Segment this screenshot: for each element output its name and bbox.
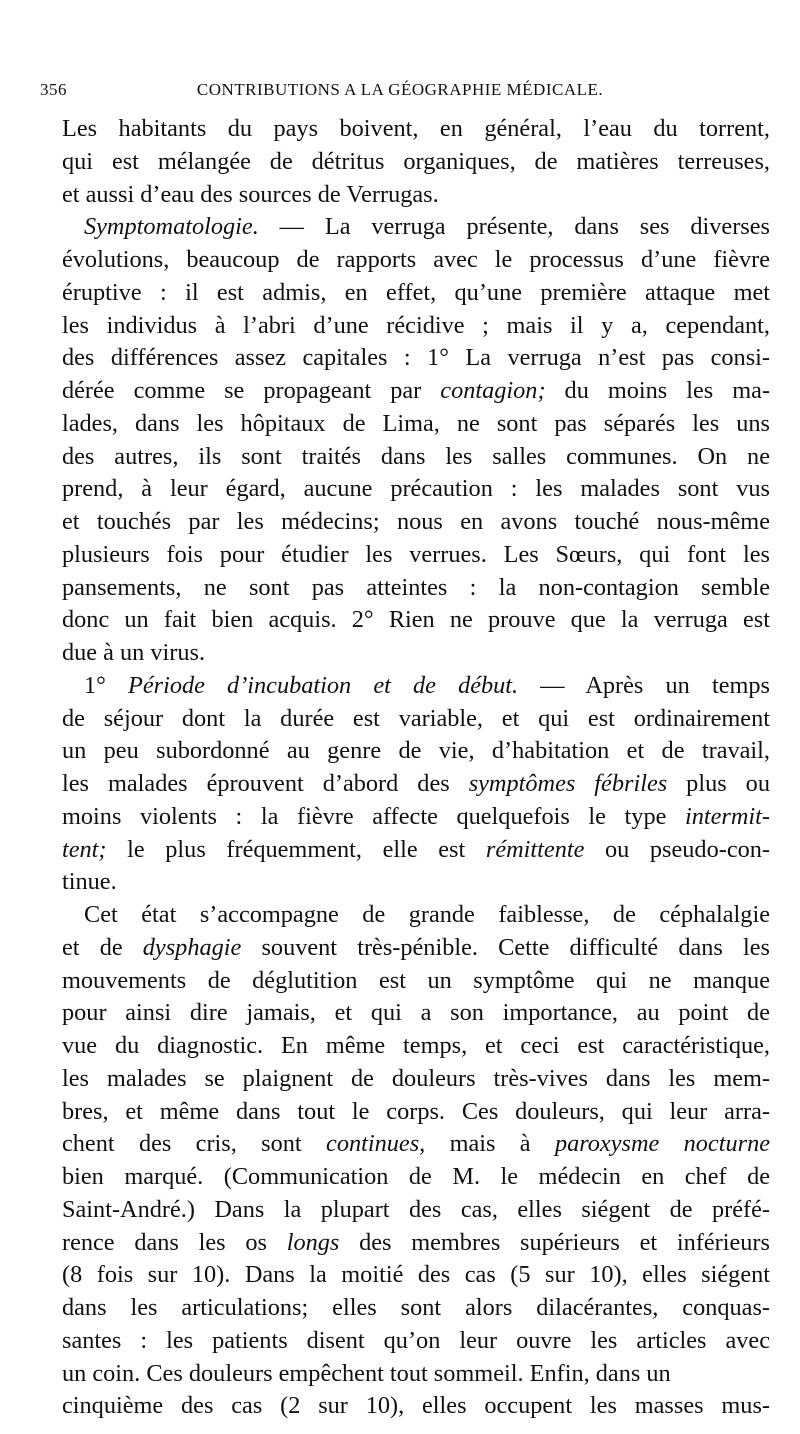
text-segment: prend, à leur égard, aucune précaution : les malades sont vus (62, 475, 770, 503)
text-segment: les malades éprouvent d’abord des (62, 770, 469, 797)
text-segment: des différences assez capitales : 1° La verruga n’est pas consi- (62, 344, 770, 372)
text-segment: du moins les ma- (545, 377, 770, 404)
text-line (62, 604, 770, 637)
running-header (40, 72, 760, 108)
text-line (62, 735, 770, 768)
text-line (62, 1227, 770, 1260)
italic-text: contagion; (440, 377, 546, 404)
text-segment: de séjour dont la durée est variable, et qui est ordinairement (62, 704, 770, 732)
text-segment: évolutions, beaucoup de rapports avec le processus d’une fièvre (62, 246, 770, 273)
text-line (62, 113, 770, 146)
italic-text: Période d’incubation et de début. (128, 671, 519, 699)
text-line (62, 1063, 770, 1096)
text-line (62, 997, 770, 1030)
text-line (62, 637, 770, 670)
text-line (62, 408, 770, 441)
text-segment: un coin. Ces douleurs empêchent tout sommeil. Enfin, dans un (62, 1359, 671, 1387)
italic-text: intermit- (684, 802, 770, 830)
text-segment: mouvements de déglutition est un symptôme qui ne manque (62, 966, 770, 994)
text-segment: chent des cris, sont (62, 1130, 327, 1158)
text-segment: Cet état s’accompagne de grande faiblesse, de céphalalgie (84, 901, 770, 928)
text-line (62, 473, 770, 506)
running-title: CONTRIBUTIONS A LA GÉOGRAPHIE MÉDICALE. (196, 80, 604, 99)
text-segment: ou pseudo-con- (584, 835, 770, 863)
text-segment: des membres supérieurs et inférieurs (339, 1228, 770, 1256)
text-segment: moins violents : la fièvre affecte quelquefois le type (62, 802, 685, 830)
text-segment: rence dans les os (62, 1228, 287, 1256)
text-line (62, 801, 770, 834)
text-line (62, 277, 770, 310)
text-line (62, 375, 770, 408)
text-segment: souvent très-pénible. Cette difficulté dans les (241, 933, 770, 961)
text-segment: pour ainsi dire jamais, et qui a son importance, au point de (62, 999, 770, 1027)
text-line (62, 572, 770, 605)
text-segment: — Après un temps (518, 671, 770, 699)
text-segment: plusieurs fois pour étudier les verrues. Les Sœurs, qui font les (62, 540, 770, 568)
italic-text: paroxysme nocturne (554, 1130, 770, 1158)
text-segment: dérée comme se propageant par (62, 377, 441, 404)
italic-text: continues, (326, 1130, 426, 1158)
text-segment: des autres, ils sont traités dans les salles communes. On ne (62, 442, 770, 470)
text-line (62, 670, 770, 703)
text-line (62, 342, 770, 375)
text-line (62, 965, 770, 998)
text-segment: donc un fait bien acquis. 2° Rien ne prouve que la verruga est (62, 606, 770, 634)
text-line (62, 441, 770, 474)
text-segment: 1° (84, 671, 128, 699)
text-segment: et de (62, 933, 143, 961)
text-line (62, 1390, 770, 1423)
text-segment: Saint-André.) Dans la plupart des cas, elles siégent de préfé- (62, 1195, 770, 1223)
text-segment: dans les articulations; elles sont alors dilacérantes, conquas- (62, 1294, 770, 1321)
text-line (62, 899, 770, 932)
text-segment: les malades se plaignent de douleurs très-vives dans les mem- (62, 1064, 770, 1092)
text-line (62, 1325, 770, 1358)
text-line (62, 1096, 770, 1129)
italic-text: rémittente (485, 835, 585, 863)
text-segment: Les habitants du pays boivent, en général, l’eau du torrent, (62, 115, 770, 142)
text-line (62, 703, 770, 736)
text-line (62, 146, 770, 179)
italic-text: longs (286, 1228, 340, 1256)
text-line (62, 539, 770, 572)
text-line (62, 1259, 770, 1292)
text-segment: un peu subordonné au genre de vie, d’habitation et de travail, (62, 737, 770, 765)
text-line (62, 932, 770, 965)
page-number: 356 (40, 80, 67, 99)
text-line (62, 179, 770, 212)
text-segment: santes : les patients disent qu’on leur ouvre les articles avec (62, 1326, 770, 1354)
text-segment: les individus à l’abri d’une récidive ; mais il y a, cependant, (62, 311, 770, 339)
text-segment: cinquième des cas (2 sur 10), elles occupent les masses mus- (62, 1392, 770, 1420)
text-line (62, 506, 770, 539)
text-line (62, 310, 770, 343)
text-segment: (8 fois sur 10). Dans la moitié des cas (5 sur 10), elles siégent (62, 1261, 770, 1289)
text-line (62, 1128, 770, 1161)
text-line (62, 866, 770, 899)
text-segment: plus ou (667, 770, 770, 797)
text-line (62, 768, 770, 801)
italic-text: dysphagie (142, 933, 242, 961)
text-line (62, 834, 770, 867)
text-line (62, 1358, 770, 1391)
text-line (62, 1292, 770, 1325)
text-segment: et touchés par les médecins; nous en avons touché nous-même (62, 508, 770, 535)
text-segment: tinue. (62, 868, 117, 896)
text-segment: vue du diagnostic. En même temps, et ceci est caractéristique, (62, 1032, 770, 1059)
text-line (62, 1161, 770, 1194)
text-segment: — La verruga présente, dans ses diverses (258, 213, 770, 241)
text-segment: qui est mélangée de détritus organiques, de matières terreuses, (62, 147, 770, 175)
text-segment: bien marqué. (Communication de M. le médecin en chef de (62, 1163, 770, 1190)
italic-text: symptômes fébriles (468, 770, 668, 797)
body-text (62, 113, 770, 1423)
text-segment: éruptive : il est admis, en effet, qu’une première attaque met (62, 278, 770, 306)
text-line (62, 1030, 770, 1063)
text-segment: pansements, ne sont pas atteintes : la non-contagion semble (62, 573, 770, 601)
text-segment: et aussi d’eau des sources de Verrugas. (62, 180, 439, 208)
text-line (62, 1194, 770, 1227)
text-line (62, 211, 770, 244)
text-segment: le plus fréquemment, elle est (106, 835, 486, 863)
italic-text: tent; (62, 835, 107, 863)
text-segment: due à un virus. (62, 639, 206, 666)
text-line (62, 244, 770, 277)
text-segment: mais à (425, 1130, 555, 1158)
italic-text: Symptomatologie. (84, 213, 259, 241)
text-segment: bres, et même dans tout le corps. Ces douleurs, qui leur arra- (62, 1097, 770, 1125)
text-segment: lades, dans les hôpitaux de Lima, ne sont pas séparés les uns (62, 409, 770, 437)
